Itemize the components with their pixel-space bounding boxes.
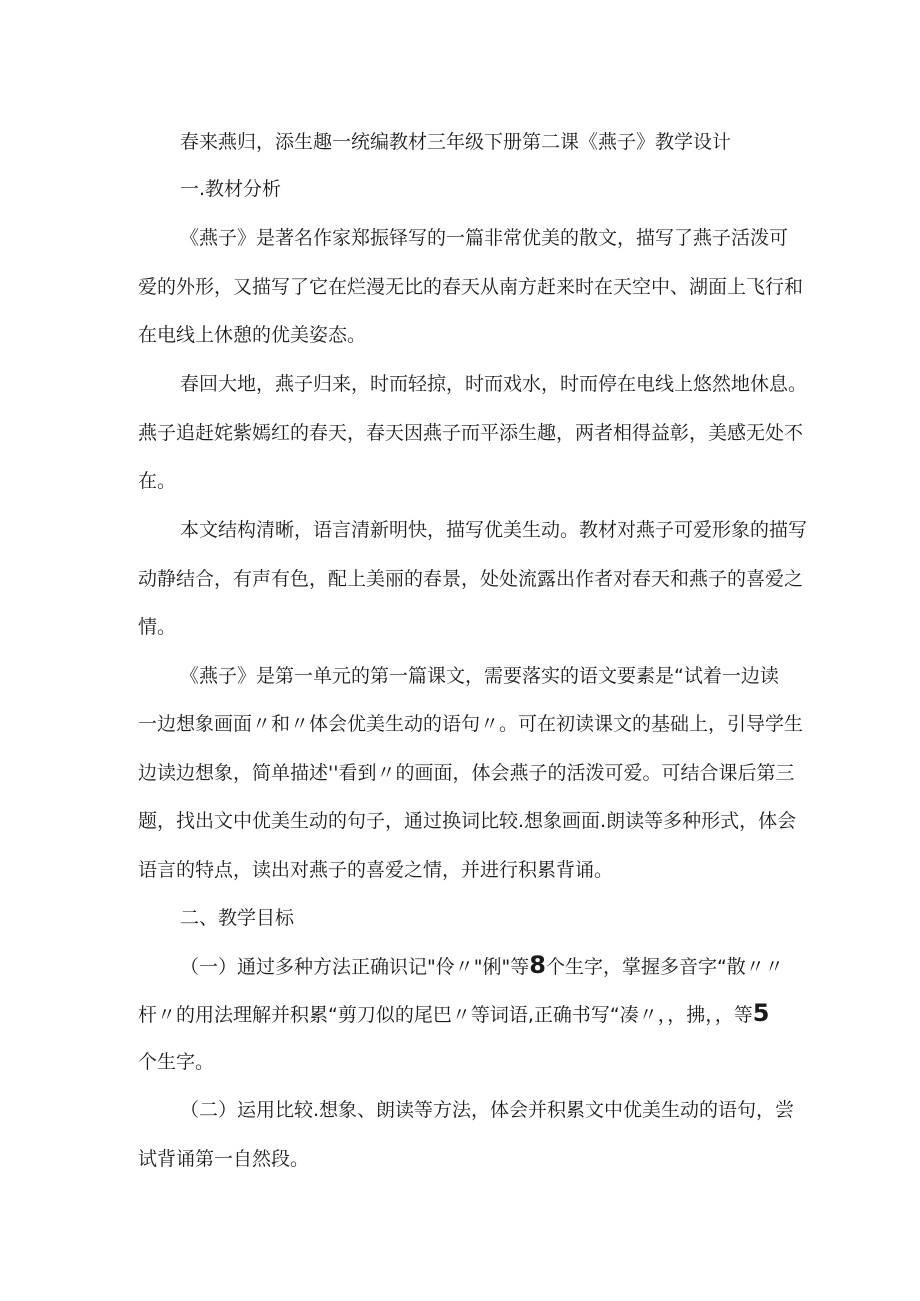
goal-number: 8 [529, 951, 546, 979]
section-heading-goals: 二、教学目标 [180, 907, 295, 929]
goal-line: （二）运用比较.想象、朗读等方法，体会并积累文中优美生动的语句，尝 [180, 1099, 795, 1121]
goal-line [138, 1001, 769, 1027]
goal-number: 5 [752, 999, 770, 1027]
paragraph-line: 边读边想象，简单描述''看到〃的画面，体会燕子的活泼可爱。可结合课后第三 [138, 762, 795, 784]
paragraph-line: 春回大地，燕子归来，时而轻掠，时而戏水，时而停在电线上悠然地休息。 [180, 373, 808, 395]
paragraph-line: 《燕子》是第一单元的第一篇课文，需要落实的语文要素是“试着一边读 [180, 665, 779, 687]
paragraph-line: 动静结合，有声有色，配上美丽的春景，处处流露出作者对春天和燕子的喜爱之 [138, 568, 804, 590]
paragraph-line: 在。 [138, 470, 177, 492]
goal-line: 个生字。 [138, 1051, 215, 1073]
paragraph-line: 爱的外形，又描写了它在烂漫无比的春天从南方赶来时在天空中、湖面上飞行和 [138, 276, 804, 298]
paragraph-line: 《燕子》是著名作家郑振铎写的一篇非常优美的散文，描写了燕子活泼可 [180, 227, 789, 249]
goal-text: （一）通过多种方法正确识记"伶〃"俐"等 [180, 956, 530, 978]
goal-line [180, 953, 784, 979]
goal-line: 试背诵第一自然段。 [138, 1148, 310, 1170]
goal-text: 杆〃的用法理解并积累“剪刀似的尾巴〃等词语,正确书写“凑〃，，拂，，等 [138, 1004, 753, 1026]
paragraph-line: 一边想象画面〃和〃体会优美生动的语句〃。可在初读课文的基础上，引导学生 [138, 713, 804, 735]
goal-text: 个生字，掌握多音字“散〃〃 [545, 956, 784, 978]
document-title: 春来燕归，添生趣一统编教材三年级下册第二课《燕子》教学设计 [180, 131, 732, 153]
paragraph-line: 本文结构清晰，语言清新明快，描写优美生动。教材对燕子可爱形象的描写 [180, 519, 808, 541]
section-heading-materials: 一.教材分析 [180, 178, 282, 200]
paragraph-line: 语言的特点，读出对燕子的喜爱之情，并进行积累背诵。 [138, 859, 614, 881]
paragraph-line: 题，找出文中优美生动的句子，通过换词比较.想象画面.朗读等多种形式，体会 [138, 810, 797, 832]
paragraph-line: 在电线上休憩的优美姿态。 [138, 324, 367, 346]
paragraph-line: 燕子追赶姹紫嫣红的春天，春天因燕子而平添生趣，两者相得益彰，美感无处不 [138, 422, 804, 444]
paragraph-line: 情。 [138, 616, 177, 638]
